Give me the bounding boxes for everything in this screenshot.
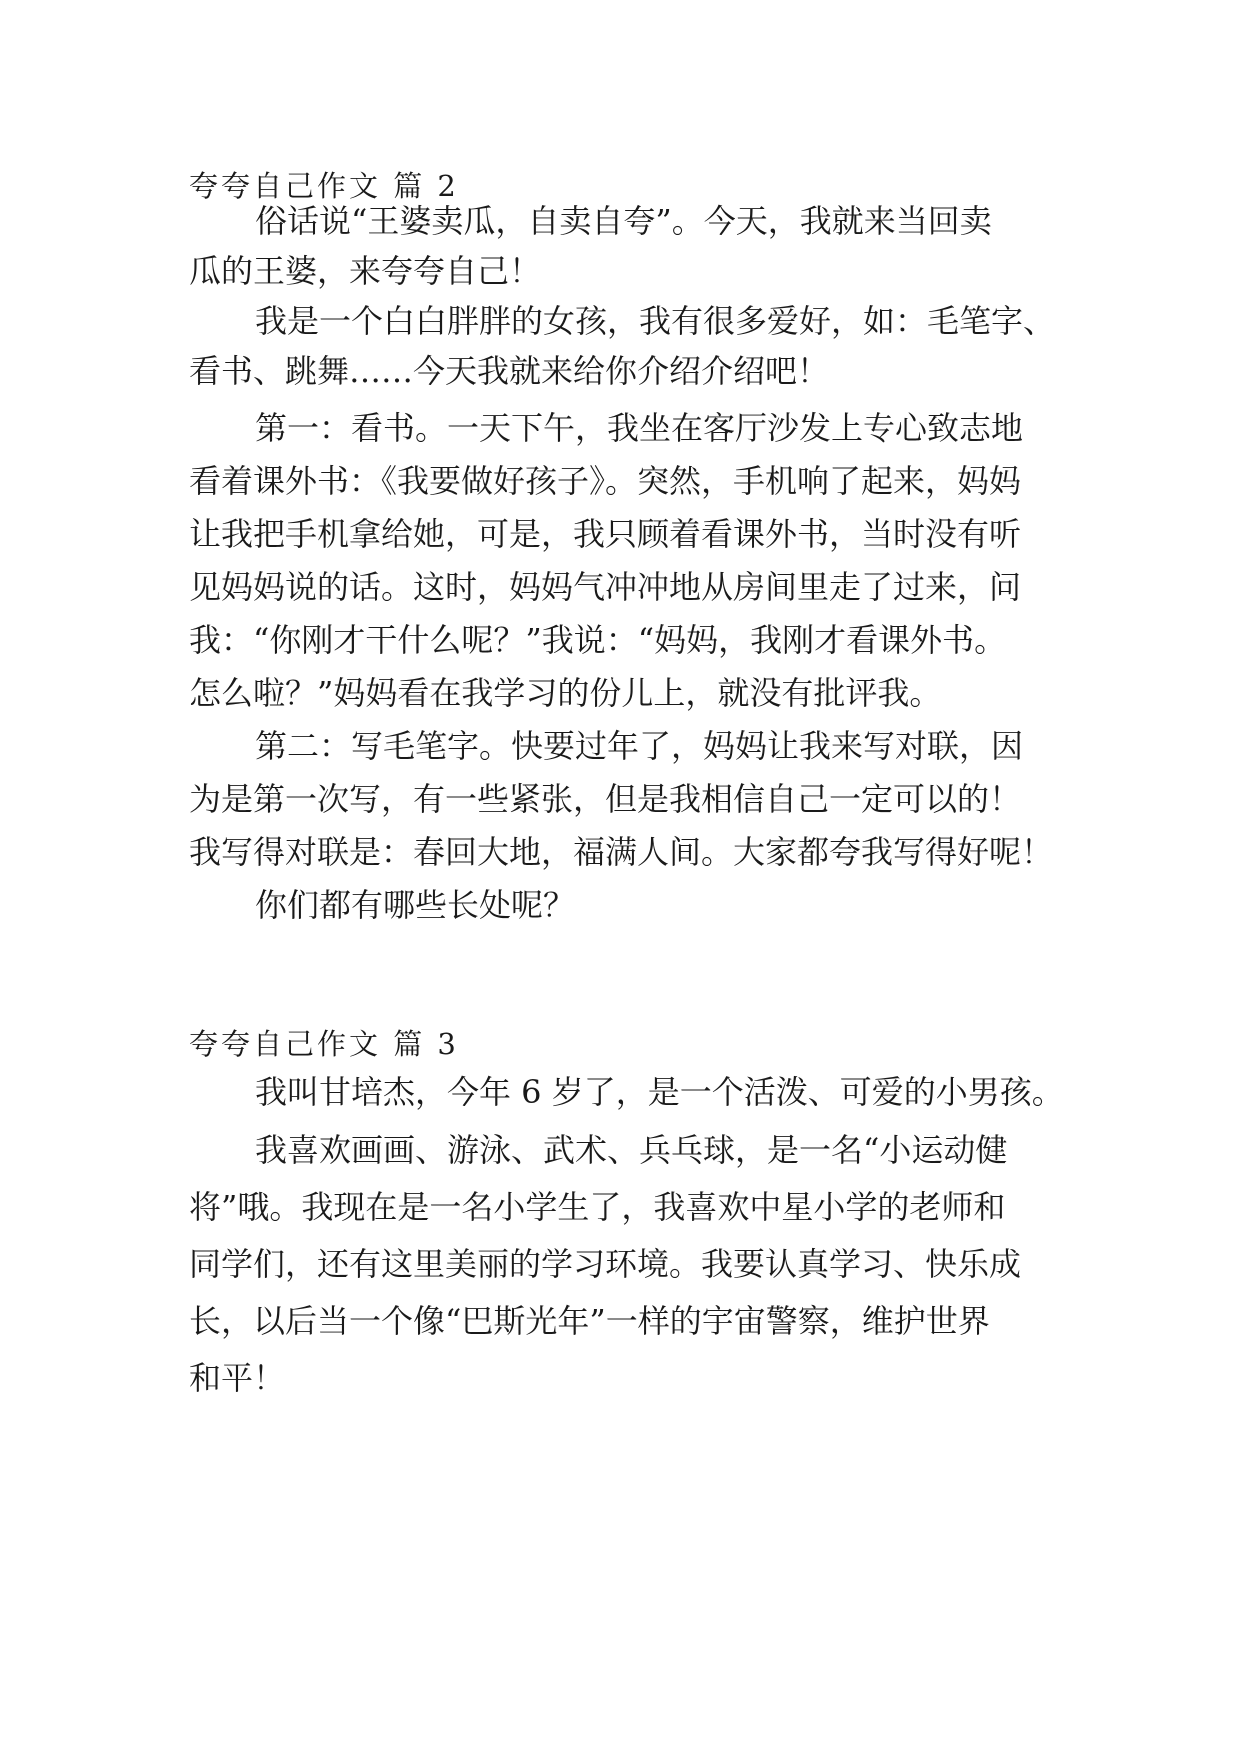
paragraph-line: 我写得对联是：春回大地，福满人间。大家都夸我写得好呢！ xyxy=(189,833,1054,871)
paragraph-line: 和平！ xyxy=(189,1359,286,1397)
paragraph-line: 我叫甘培杰，今年 6 岁了，是一个活泼、可爱的小男孩。 xyxy=(255,1073,1064,1111)
paragraph-line: 同学们，还有这里美丽的学习环境。我要认真学习、快乐成 xyxy=(189,1245,1022,1283)
paragraph-line: 让我把手机拿给她，可是，我只顾着看课外书，当时没有听 xyxy=(189,515,1022,553)
paragraph-line: 看着课外书：《我要做好孩子》。突然，手机响了起来，妈妈 xyxy=(189,462,1022,500)
essay-heading: 夸夸自己作文 篇 2 xyxy=(189,169,459,203)
paragraph-line: 将”哦。我现在是一名小学生了，我喜欢中星小学的老师和 xyxy=(189,1188,1006,1226)
paragraph-line: 看书、跳舞……今天我就来给你介绍介绍吧！ xyxy=(189,352,830,390)
paragraph-line: 长，以后当一个像“巴斯光年”一样的宇宙警察，维护世界 xyxy=(189,1302,990,1340)
paragraph-line: 我喜欢画画、游泳、武术、兵乓球，是一名“小运动健 xyxy=(255,1131,1008,1169)
essay-heading: 夸夸自己作文 篇 3 xyxy=(189,1027,459,1061)
paragraph-line: 第二：写毛笔字。快要过年了，妈妈让我来写对联，因 xyxy=(255,727,1024,765)
paragraph-line: 为是第一次写，有一些紧张，但是我相信自己一定可以的！ xyxy=(189,780,1022,818)
paragraph-line: 怎么啦？”妈妈看在我学习的份儿上，就没有批评我。 xyxy=(189,674,942,712)
paragraph-line: 第一：看书。一天下午，我坐在客厅沙发上专心致志地 xyxy=(255,409,1024,447)
paragraph-line: 瓜的王婆，来夸夸自己！ xyxy=(189,252,542,290)
paragraph-line: 我：“你刚才干什么呢？”我说：“妈妈，我刚才看课外书。 xyxy=(189,621,1007,659)
paragraph-line: 俗话说“王婆卖瓜，自卖自夸”。今天，我就来当回卖 xyxy=(255,202,992,240)
paragraph-line: 你们都有哪些长处呢？ xyxy=(255,886,576,924)
paragraph-line: 见妈妈说的话。这时，妈妈气冲冲地从房间里走了过来，问 xyxy=(189,568,1022,606)
paragraph-line: 我是一个白白胖胖的女孩，我有很多爱好，如：毛笔字、 xyxy=(255,302,1056,340)
